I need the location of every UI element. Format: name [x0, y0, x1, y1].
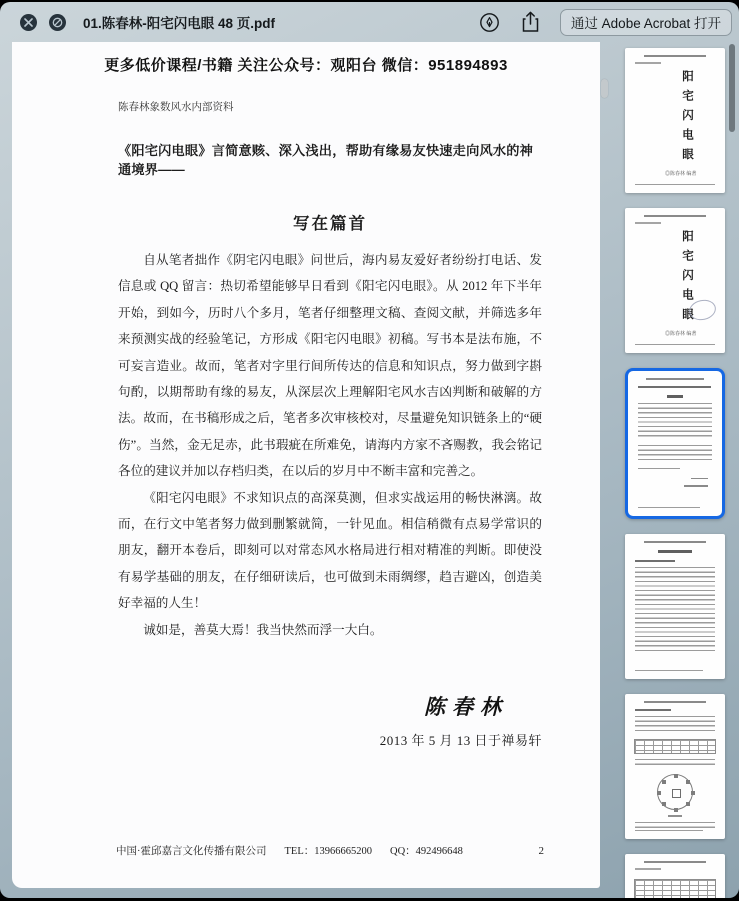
thumb3-section-title-line — [667, 395, 682, 398]
thumb2-byline: ◎陈春林 编著 — [665, 331, 697, 337]
thumb1-byline: ◎陈春林 编著 — [665, 171, 697, 177]
thumbnail-page-4[interactable] — [625, 534, 725, 679]
toolbar-right — [479, 9, 739, 36]
thumb6-table — [634, 879, 716, 899]
thumb4-header-line — [644, 541, 706, 543]
thumb5-footer-line — [635, 830, 703, 832]
thumb4-chapter-title-line — [658, 550, 692, 553]
thumb3-footer-line — [638, 507, 700, 509]
thumb1-vertical-title: 阳宅闪电眼 — [681, 70, 695, 168]
thumb1-header-line — [644, 55, 706, 57]
markup-button[interactable] — [479, 11, 501, 33]
page-content — [12, 42, 600, 749]
thumb3-headline-line — [638, 386, 711, 388]
open-with-acrobat-button[interactable]: 通过 Adobe Acrobat 打开 — [560, 9, 732, 36]
thumb5-subheading-line — [635, 709, 671, 711]
paragraph-2: 《阳宅闪电眼》不求知识点的高深莫测，但求实战运用的畅快淋漓。故而，在行文中笔者努力做到删繁就简，一针见血。相信稍微有点易学常识的朋友，翻开本卷后，即刻可以对常态风水格局进行相对精准的判断。即使没有易学基础的朋友，在仔细研读后，也可做到未雨绸缪，趋吉避凶，创造美好幸福的人生！ — [118, 490, 542, 611]
thumb6-note-line — [635, 868, 661, 870]
thumb6-header-line — [644, 861, 706, 863]
pdf-page — [12, 42, 600, 888]
footer-company: 中国·霍邱嘉言文化传播有限公司 — [116, 846, 267, 857]
author-signature: 陈春林 — [424, 695, 508, 720]
thumb2-header-line — [644, 215, 706, 217]
internal-note: 陈春林象数风水内部资料 — [118, 102, 234, 113]
thumbnail-page-5[interactable] — [625, 694, 725, 839]
toolbar — [0, 2, 739, 42]
signature-block — [118, 691, 542, 749]
footer-left — [116, 843, 463, 858]
thumbnail-page-2[interactable] — [625, 208, 725, 353]
quicklook-window — [0, 2, 739, 898]
blocked-slash-icon — [52, 17, 63, 28]
page-footer — [12, 843, 600, 858]
window-title: 01.陈春林-阳宅闪电眼 48 页.pdf — [83, 16, 276, 31]
thumb5-text-block-1 — [635, 716, 715, 734]
thumb5-header-line — [644, 701, 706, 703]
thumb2-vertical-title: 阳宅闪电眼 — [681, 230, 695, 328]
paragraph-1: 自从笔者拙作《阴宅闪电眼》问世后，海内易友爱好者纷纷打电话、发信息或 QQ 留言：热切希望能够早日看到《阳宅闪电眼》。从 2012 年下半年开始，到如今，历时八个多月，笔者仔细整理文稿、查阅文献，并筛选多年来预测实战的经验笔记，方形成《阳宅闪电眼》初稿。写书本是法布施，不可妄言造业。故而，笔者对字里行间所传达的信息和知识点，努力做到字斟句酌，以期帮助有缘的易友，从深层次上理解阳宅风水吉凶判断和破解的方法。故而，在书稿形成之后，笔者多次审核校对，尽量避免知识链条上的“硬伤”。当然，金无足赤，此书瑕疵在所难免，请海内方家不吝赐教，我会铭记各位的建议并加以存档归类，在以后的岁月中不断丰富和完善之。 — [118, 253, 542, 479]
footer-tel: TEL：13966665200 — [284, 846, 372, 857]
headline: 《阳宅闪电眼》言简意赅、深入浅出，帮助有缘易友快速走向风水的神通境界—— — [118, 143, 534, 177]
thumb4-subheading-line — [635, 560, 675, 562]
share-icon — [521, 11, 540, 33]
thumbnail-sidebar — [600, 42, 739, 898]
thumb2-footer-line — [635, 344, 715, 346]
close-button[interactable] — [20, 14, 37, 31]
thumb3-paragraph-block-1 — [638, 403, 712, 440]
markup-pencil-icon — [479, 12, 500, 33]
thumb2-note-line — [635, 222, 661, 224]
thumbnail-page-6[interactable] — [625, 854, 725, 898]
close-icon — [24, 18, 33, 27]
share-button[interactable] — [520, 11, 542, 33]
thumb4-text-block — [635, 567, 715, 653]
thumb3-signature-line — [691, 478, 708, 480]
thumb5-table — [634, 739, 716, 754]
thumb5-bagua-diagram-icon — [657, 774, 693, 810]
footer-qq: QQ：492496648 — [390, 846, 463, 857]
thumbnail-page-3-selected[interactable] — [625, 368, 725, 519]
page-number: 2 — [538, 845, 544, 857]
blocked-button[interactable] — [49, 14, 66, 31]
thumbnail-list — [600, 42, 739, 898]
thumb1-footer-line — [635, 184, 715, 186]
signature-date: 2013 年 5 月 13 日于禅易轩 — [379, 733, 542, 749]
thumb5-text-block-2 — [635, 759, 715, 768]
thumb1-note-line — [635, 62, 661, 64]
thumb3-closing-line — [638, 468, 680, 472]
section-title: 写在篇首 — [293, 215, 367, 233]
paragraph-3: 诚如是，善莫大焉！我当快然而浮一大白。 — [143, 622, 383, 637]
thumb4-footer-line — [635, 670, 703, 672]
thumbnail-page-1[interactable] — [625, 48, 725, 193]
thumb5-diagram-caption-line — [668, 815, 682, 817]
thumb3-paragraph-block-2 — [638, 445, 712, 463]
promo-banner: 更多低价课程/书籍 关注公众号：观阳台 微信：951894893 — [104, 57, 508, 74]
thumb3-date-line — [684, 485, 708, 487]
thumb3-header-line — [646, 378, 704, 380]
sidebar-scrollbar[interactable] — [729, 44, 735, 132]
